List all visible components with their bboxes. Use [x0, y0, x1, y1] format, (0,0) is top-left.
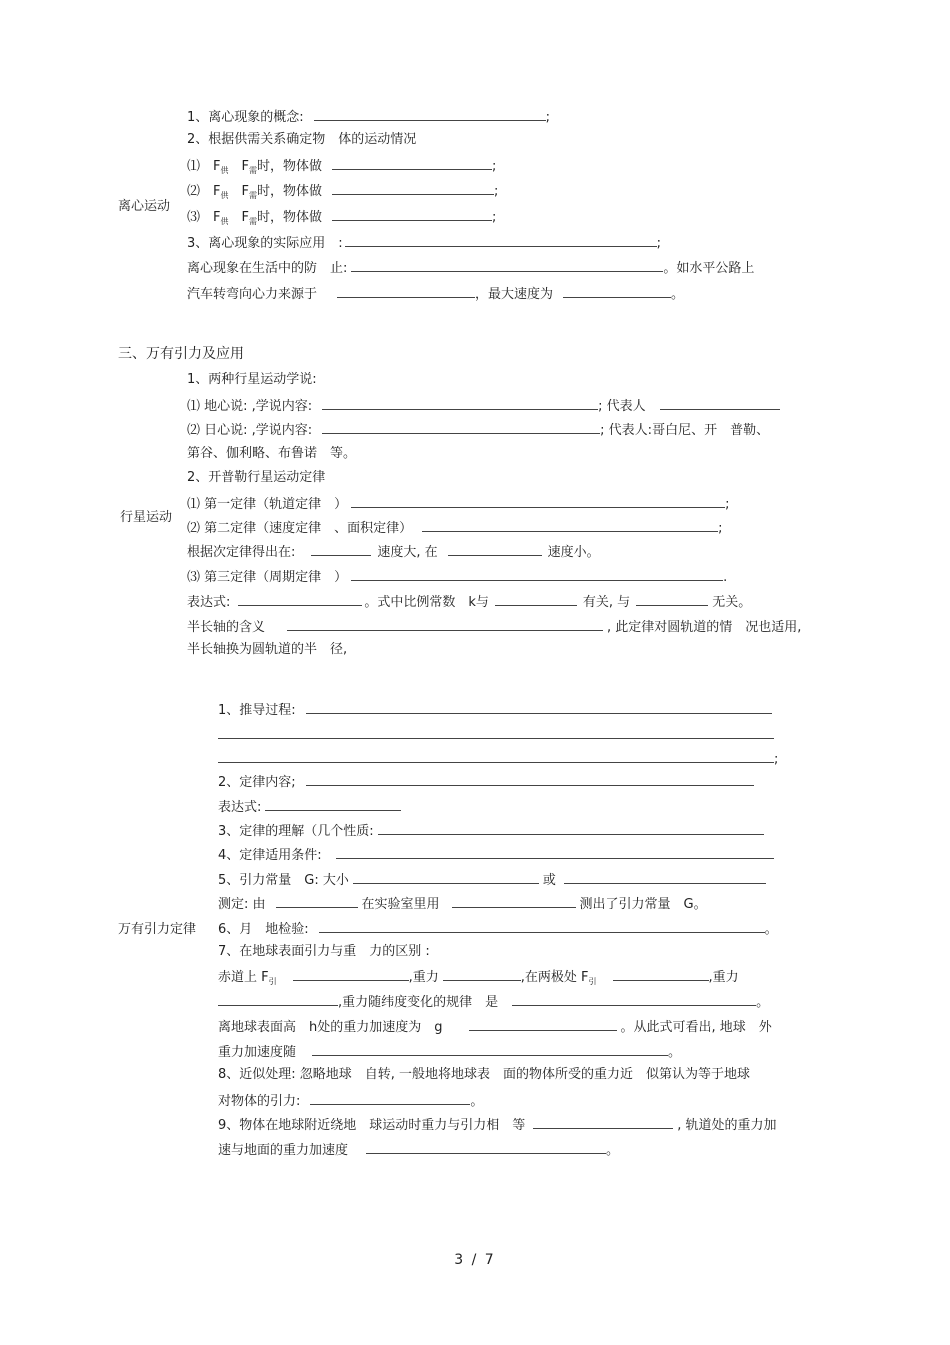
gravity-derivation-line-2 [218, 725, 774, 745]
blank[interactable] [332, 156, 492, 170]
section-label-centrifugal: 离心运动 [118, 199, 171, 214]
centrifugal-case-3: ⑶ $F_供$ $F_需$时，物体做 ; [187, 207, 496, 231]
blank[interactable] [312, 1042, 668, 1056]
planet-heliocentric: ⑵ 日心说: ,学说内容: ; 代表人:哥白尼、开 普勒、 [187, 420, 769, 440]
gravity-derivation-line-3: ; [218, 749, 778, 769]
blank[interactable] [495, 592, 577, 606]
centrifugal-case-2: ⑵ $F_供$ $F_需$时，物体做 ; [187, 181, 498, 205]
blank[interactable] [422, 518, 718, 532]
blank[interactable] [660, 396, 780, 410]
blank[interactable] [378, 821, 764, 835]
equator-poles: 赤道上 $F_引$ ,重力 ,在两极处 $F_引$ ,重力 [218, 967, 739, 991]
orbit-gravity: 9、物体在地球附近绕地 球运动时重力与引力相 等 , 轨道处的重力加 [218, 1115, 777, 1135]
blank[interactable] [563, 284, 671, 298]
gravity-conditions: 4、定律适用条件: [218, 845, 774, 865]
centrifugal-case-1: ⑴ $F_供$ $F_需$时，物体做 ; [187, 156, 496, 180]
blank[interactable] [351, 567, 723, 581]
gravity-derivation: 1、推导过程: [218, 700, 772, 720]
gravity-vs-weight: 7、在地球表面引力与重 力的区别 : [218, 944, 430, 959]
planet-geocentric: ⑴ 地心说: ,学说内容: ; 代表人 [187, 396, 780, 416]
blank[interactable] [452, 894, 576, 908]
blank[interactable] [332, 181, 494, 195]
blank[interactable] [311, 542, 371, 556]
page-number: 3 / 7 [454, 1252, 496, 1268]
blank[interactable] [276, 894, 358, 908]
gravity-expression: 表达式: [218, 797, 401, 817]
height-gravity-cont: 重力加速度随 。 [218, 1042, 681, 1062]
height-gravity: 离地球表面高 h处的重力加速度为 g 。从此式可看出, 地球 外 [218, 1017, 772, 1037]
blank[interactable] [310, 1091, 470, 1105]
moon-earth-test: 6、月 地检验: 。 [218, 919, 778, 939]
blank[interactable] [287, 617, 603, 631]
planet-heliocentric-cont: 第谷、伽利略、布鲁诺 等。 [187, 446, 357, 461]
semi-major-axis: 半长轴的含义 , 此定律对圆轨道的情 况也适用, [187, 617, 801, 637]
blank[interactable] [345, 233, 657, 247]
blank[interactable] [336, 845, 774, 859]
blank[interactable] [351, 258, 663, 272]
blank[interactable] [265, 797, 401, 811]
blank[interactable] [306, 700, 772, 714]
blank[interactable] [469, 1017, 617, 1031]
kepler-law-1: ⑴ 第一定律（轨道定律 ） ; [187, 494, 730, 514]
gravity-law-content: 2、定律内容; [218, 772, 754, 792]
blank[interactable] [218, 725, 774, 739]
blank[interactable] [332, 207, 492, 221]
blank[interactable] [353, 870, 539, 884]
centrifugal-item-2: 2、根据供需关系确定物 体的运动情况 [187, 132, 417, 147]
blank[interactable] [322, 420, 600, 434]
latitude-rule: ,重力随纬度变化的规律 是 。 [218, 992, 769, 1012]
gravity-constant-measure: 测定: 由 在实验室里用 测出了引力常量 G。 [218, 894, 707, 914]
blank[interactable] [218, 749, 774, 763]
blank[interactable] [448, 542, 542, 556]
blank[interactable] [443, 967, 521, 981]
blank[interactable] [636, 592, 708, 606]
blank[interactable] [314, 107, 546, 121]
planet-item-2: 2、开普勒行星运动定律 [187, 470, 326, 485]
section-label-planet: 行星运动 [120, 510, 173, 525]
semi-major-axis-circle: 半长轴换为圆轨道的半 径, [187, 642, 348, 657]
kepler-law-2: ⑵ 第二定律（速度定律 、面积定律） ; [187, 518, 723, 538]
blank[interactable] [293, 967, 409, 981]
centrifugal-item-3: 3、离心现象的实际应用 : ; [187, 233, 661, 253]
blank[interactable] [533, 1115, 673, 1129]
section-label-gravity: 万有引力定律 [118, 922, 197, 937]
gravity-understanding: 3、定律的理解（几个性质: [218, 821, 764, 841]
blank[interactable] [613, 967, 709, 981]
centrifugal-car-turn: 汽车转弯向心力来源于 ，最大速度为 。 [187, 284, 684, 304]
centrifugal-prevention: 离心现象在生活中的防 止: 。如水平公路上 [187, 258, 754, 278]
kepler-expression: 表达式: 。式中比例常数 k与 有关, 与 无关。 [187, 592, 751, 612]
approximation: 8、近似处理: 忽略地球 自转, 一般地将地球表 面的物体所受的重力近 似第认为等于地球 [218, 1067, 751, 1082]
blank[interactable] [564, 870, 766, 884]
blank[interactable] [351, 494, 725, 508]
section-3-title: 三、万有引力及应用 [118, 346, 244, 362]
blank[interactable] [322, 396, 598, 410]
centrifugal-item-1: 1、离心现象的概念: ; [187, 107, 550, 127]
blank[interactable] [218, 992, 338, 1006]
blank[interactable] [238, 592, 362, 606]
blank[interactable] [319, 919, 765, 933]
approximation-cont: 对物体的引力: 。 [218, 1091, 483, 1111]
planet-item-1: 1、两种行星运动学说: [187, 372, 317, 387]
kepler-law-2-derived: 根据次定律得出在: 速度大, 在 速度小。 [187, 542, 600, 562]
orbit-gravity-cont: 速与地面的重力加速度 。 [218, 1140, 619, 1160]
gravity-constant: 5、引力常量 G: 大小 或 [218, 870, 766, 890]
blank[interactable] [366, 1140, 606, 1154]
blank[interactable] [337, 284, 475, 298]
blank[interactable] [306, 772, 754, 786]
blank[interactable] [512, 992, 756, 1006]
kepler-law-3: ⑶ 第三定律（周期定律 ） . [187, 567, 727, 587]
